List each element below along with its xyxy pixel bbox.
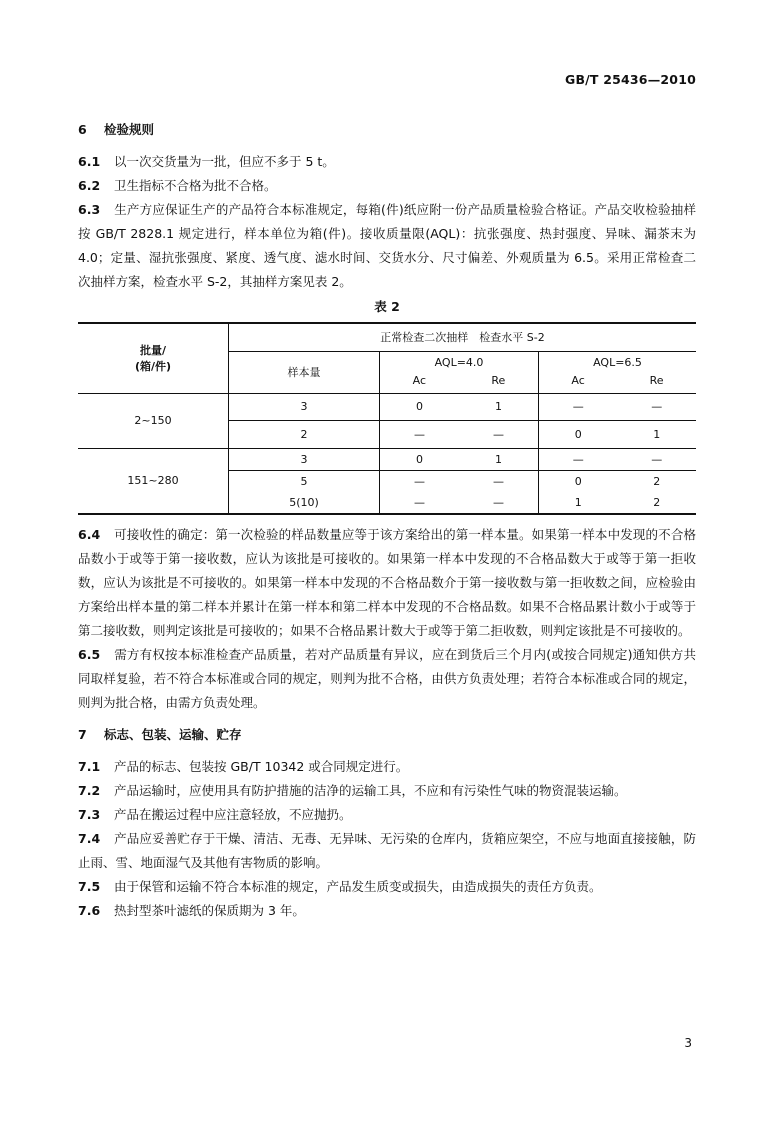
section-number: 6 xyxy=(78,122,87,137)
table-row xyxy=(78,393,696,421)
batch-header-unit: (箱/件) xyxy=(134,360,172,374)
clause-number: 7.1 xyxy=(78,759,101,774)
aql-6-5-cell xyxy=(539,421,697,449)
clause-text: 产品在搬运过程中应注意轻放，不应抛扔。 xyxy=(114,807,352,822)
section-number: 7 xyxy=(78,727,87,742)
re-value: 2 xyxy=(653,474,661,488)
section-6-heading xyxy=(78,120,696,140)
table-row xyxy=(78,448,696,470)
clause-6-5 xyxy=(78,643,696,715)
re-label: Re xyxy=(491,374,506,387)
clause-text: 由于保管和运输不符合本标准的规定，产品发生质变或损失，由造成损失的责任方负责。 xyxy=(114,879,602,894)
clause-text: 卫生指标不合格为批不合格。 xyxy=(114,178,277,193)
re-value: — xyxy=(493,474,504,488)
ac-value: 1 xyxy=(574,496,582,509)
section-7-heading xyxy=(78,725,696,745)
ac-value: — xyxy=(414,474,425,488)
aql-6-5-cell xyxy=(539,470,697,492)
page-number: 3 xyxy=(684,1036,692,1050)
re-value: 2 xyxy=(653,496,661,509)
batch-cell: 2~150 xyxy=(78,393,229,448)
ac-value: — xyxy=(572,400,584,414)
clause-text: 热封型茶叶滤纸的保质期为 3 年。 xyxy=(114,903,305,918)
aql-6-5-cell xyxy=(539,393,697,421)
clause-text: 产品的标志、包装按 GB/T 10342 或合同规定进行。 xyxy=(114,759,409,774)
clause-text: 可接收性的确定：第一次检验的样品数量应等于该方案给出的第一样本量。如果第一样本中发现的不合格品数小于或等于第一接收数，应认为该批是可接收的。如果第一样本中发现的不合格品数大于或等于第一拒收数，应认为该批是不可接收的。如果第一样本中发现的不合格品数介于第一接收数与第一拒收数之间，应检验由方案给出样本量的第二样本并累计在第一样本和第二样本中发现的不合格品数。如果不合格品累计数小于或等于第二接收数，则判定该批是可接收的；如果不合格品累计数大于或等于第二拒收数，则判定该批是不可接收的。 xyxy=(78,527,696,638)
clause-7-6 xyxy=(78,899,696,923)
clause-6-2 xyxy=(78,174,696,198)
aql-6-5-cell xyxy=(539,448,697,470)
re-value: 1 xyxy=(495,452,502,466)
clause-number: 7.2 xyxy=(78,783,101,798)
sample-size-cell: 3 xyxy=(229,393,380,421)
clause-6-4 xyxy=(78,523,696,643)
re-value: — xyxy=(651,452,663,466)
section-title: 检验规则 xyxy=(104,122,155,137)
aql-4-cell xyxy=(380,470,539,492)
clause-number: 6.5 xyxy=(78,647,101,662)
aql-4-cell xyxy=(380,421,539,449)
ac-label: Ac xyxy=(571,374,585,387)
ac-value: — xyxy=(414,496,425,509)
sample-size-cell: 5(10) xyxy=(229,492,380,514)
ac-value: 0 xyxy=(574,427,582,441)
batch-header xyxy=(78,323,229,393)
ac-label: Ac xyxy=(412,374,427,387)
aql-6-5-label: AQL=6.5 xyxy=(593,356,642,369)
plan-header: 正常检查二次抽样 检查水平 S-2 xyxy=(229,323,697,351)
re-value: 1 xyxy=(653,427,661,441)
clause-7-4 xyxy=(78,827,696,875)
section-title: 标志、包装、运输、贮存 xyxy=(104,727,242,742)
ac-value: 0 xyxy=(574,474,582,488)
ac-value: — xyxy=(414,427,425,441)
clause-number: 7.6 xyxy=(78,903,101,918)
document-body xyxy=(78,120,696,923)
aql-6-5-cell xyxy=(539,492,697,514)
sample-size-header: 样本量 xyxy=(229,351,380,393)
aql-4-cell xyxy=(380,448,539,470)
clause-7-1 xyxy=(78,755,696,779)
ac-value: 0 xyxy=(416,400,423,414)
clause-number: 6.4 xyxy=(78,527,101,542)
aql-4-cell xyxy=(380,393,539,421)
sample-size-cell: 5 xyxy=(229,470,380,492)
clause-text: 需方有权按本标准检查产品质量，若对产品质量有异议，应在到货后三个月内(或按合同规定)通知供方共同取样复验，若不符合本标准或合同的规定，则判为批不合格，由供方负责处理；若符合本标准或合同的规定，则判为批合格，由需方负责处理。 xyxy=(78,647,696,710)
clause-text: 产品运输时，应使用具有防护措施的洁净的运输工具，不应和有污染性气味的物资混装运输。 xyxy=(114,783,627,798)
clause-7-3 xyxy=(78,803,696,827)
clause-7-5 xyxy=(78,875,696,899)
clause-text: 产品应妥善贮存于干燥、清洁、无毒、无异味、无污染的仓库内，货箱应架空，不应与地面直接接触，防止雨、雪、地面湿气及其他有害物质的影响。 xyxy=(78,831,696,870)
clause-number: 6.2 xyxy=(78,178,101,193)
aql-6-5-header xyxy=(539,351,697,393)
sampling-plan-table xyxy=(78,322,696,515)
re-value: — xyxy=(651,400,663,414)
sample-size-cell: 2 xyxy=(229,421,380,449)
re-label: Re xyxy=(649,374,664,387)
clause-number: 7.4 xyxy=(78,831,101,846)
aql-4-header xyxy=(380,351,539,393)
re-value: — xyxy=(493,496,504,509)
clause-number: 7.5 xyxy=(78,879,101,894)
sample-size-cell: 3 xyxy=(229,448,380,470)
clause-6-1 xyxy=(78,150,696,174)
clause-number: 7.3 xyxy=(78,807,101,822)
batch-cell: 151~280 xyxy=(78,448,229,514)
aql-4-cell xyxy=(380,492,539,514)
aql-4-label: AQL=4.0 xyxy=(434,356,484,369)
clause-number: 6.1 xyxy=(78,154,101,169)
standard-code: GB/T 25436—2010 xyxy=(564,72,696,87)
batch-header-label: 批量/ xyxy=(139,344,167,358)
ac-value: — xyxy=(572,452,584,466)
clause-text: 生产方应保证生产的产品符合本标准规定，每箱(件)纸应附一份产品质量检验合格证。产品交收检验抽样按 GB/T 2828.1 规定进行，样本单位为箱(件)。接收质量限(AQL)：抗张强度、热封强度、异味、漏茶末为 4.0；定量、湿抗张强度、紧度、透气度、滤水时间、交货水分、尺寸偏差、外观质量为 6.5。采用正常检查二次抽样方案，检查水平 S-2，其抽样方案见表 2。 xyxy=(78,202,696,289)
clause-7-2 xyxy=(78,779,696,803)
clause-6-3 xyxy=(78,198,696,294)
clause-text: 以一次交货量为一批，但应不多于 5 t。 xyxy=(114,154,335,169)
clause-number: 6.3 xyxy=(78,202,101,217)
re-value: 1 xyxy=(495,400,502,414)
re-value: — xyxy=(493,427,504,441)
table-caption: 表 2 xyxy=(374,299,400,314)
ac-value: 0 xyxy=(416,452,423,466)
